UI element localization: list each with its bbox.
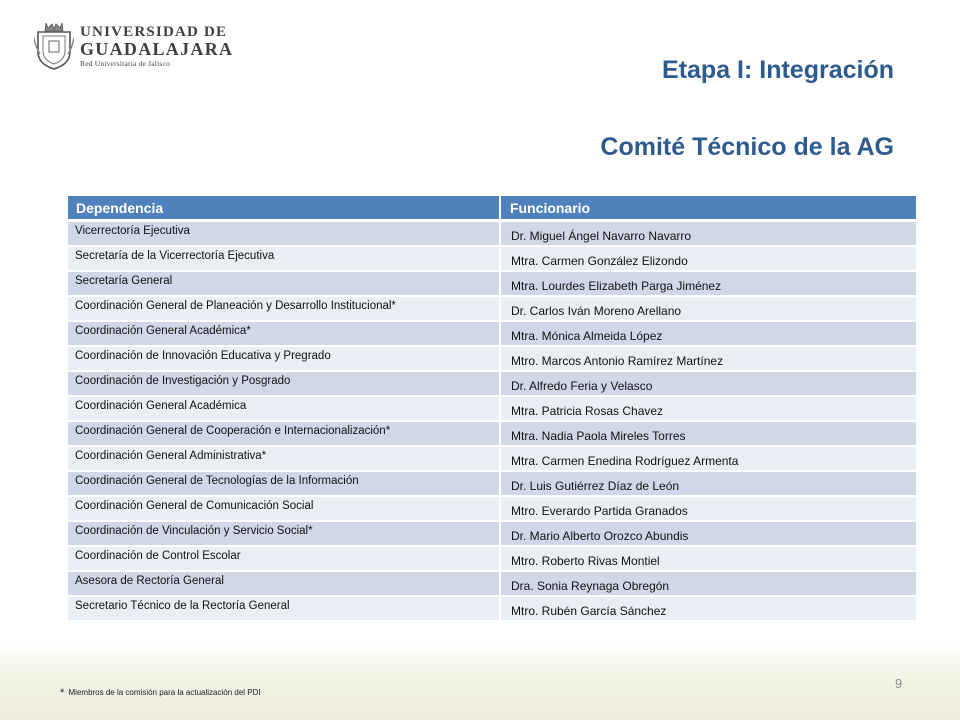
table-header-row bbox=[68, 196, 916, 221]
table-row bbox=[68, 571, 916, 596]
logo-line-2: GUADALAJARA bbox=[80, 39, 234, 59]
cell-funcionario: Dr. Carlos Iván Moreno Arellano bbox=[500, 296, 916, 321]
cell-funcionario: Dr. Luis Gutiérrez Díaz de León bbox=[500, 471, 916, 496]
page-number: 9 bbox=[895, 676, 903, 691]
cell-dependencia: Coordinación General de Comunicación Social bbox=[68, 496, 500, 521]
cell-funcionario: Mtra. Patricia Rosas Chavez bbox=[500, 396, 916, 421]
cell-dependencia: Vicerrectoría Ejecutiva bbox=[68, 221, 500, 247]
cell-dependencia: Coordinación General de Cooperación e Internacionalización* bbox=[68, 421, 500, 446]
slide-subtitle: Comité Técnico de la AG bbox=[600, 133, 894, 161]
column-header-dependencia: Dependencia bbox=[68, 196, 500, 221]
logo-line-3: Red Universitaria de Jalisco bbox=[80, 59, 170, 68]
university-wordmark bbox=[80, 24, 233, 68]
table-row bbox=[68, 521, 916, 546]
cell-dependencia: Coordinación General Administrativa* bbox=[68, 446, 500, 471]
logo-line-1: UNIVERSIDAD DE bbox=[80, 24, 228, 40]
cell-funcionario: Mtra. Mónica Almeida López bbox=[500, 321, 916, 346]
committee-table bbox=[68, 196, 916, 622]
footnote-text: Miembros de la comisión para la actualización del PDI bbox=[68, 688, 261, 697]
table-row bbox=[68, 271, 916, 296]
cell-dependencia: Coordinación General de Tecnologías de la Información bbox=[68, 471, 500, 496]
cell-funcionario: Mtra. Carmen Enedina Rodríguez Armenta bbox=[500, 446, 916, 471]
table-row bbox=[68, 321, 916, 346]
table-row bbox=[68, 221, 916, 247]
cell-dependencia: Secretario Técnico de la Rectoría General bbox=[68, 596, 500, 621]
table-row bbox=[68, 446, 916, 471]
cell-dependencia: Coordinación General Académica* bbox=[68, 321, 500, 346]
cell-funcionario: Mtro. Everardo Partida Granados bbox=[500, 496, 916, 521]
footnote bbox=[60, 687, 261, 699]
footnote-marker: * bbox=[60, 687, 65, 699]
cell-dependencia: Coordinación General Académica bbox=[68, 396, 500, 421]
cell-dependencia: Secretaría de la Vicerrectoría Ejecutiva bbox=[68, 246, 500, 271]
cell-dependencia: Coordinación de Investigación y Posgrado bbox=[68, 371, 500, 396]
table-row bbox=[68, 546, 916, 571]
table-row bbox=[68, 596, 916, 621]
university-crest-icon bbox=[34, 22, 74, 70]
cell-dependencia: Coordinación de Control Escolar bbox=[68, 546, 500, 571]
slide-title: Etapa I: Integración bbox=[662, 56, 894, 84]
cell-funcionario: Mtro. Marcos Antonio Ramírez Martínez bbox=[500, 346, 916, 371]
cell-funcionario: Mtra. Nadia Paola Mireles Torres bbox=[500, 421, 916, 446]
slide-bottom-band bbox=[0, 640, 960, 720]
table-row bbox=[68, 371, 916, 396]
cell-funcionario: Dra. Sonia Reynaga Obregón bbox=[500, 571, 916, 596]
table-row bbox=[68, 246, 916, 271]
table-row bbox=[68, 296, 916, 321]
table-row bbox=[68, 496, 916, 521]
cell-dependencia: Coordinación General de Planeación y Desarrollo Institucional* bbox=[68, 296, 500, 321]
table-row bbox=[68, 396, 916, 421]
cell-dependencia: Coordinación de Innovación Educativa y Pregrado bbox=[68, 346, 500, 371]
cell-dependencia: Coordinación de Vinculación y Servicio Social* bbox=[68, 521, 500, 546]
table-row bbox=[68, 471, 916, 496]
cell-funcionario: Mtro. Rubén García Sánchez bbox=[500, 596, 916, 621]
column-header-funcionario: Funcionario bbox=[500, 196, 916, 221]
cell-funcionario: Dr. Alfredo Feria y Velasco bbox=[500, 371, 916, 396]
table-row bbox=[68, 346, 916, 371]
cell-funcionario: Dr. Miguel Ángel Navarro Navarro bbox=[500, 221, 916, 247]
cell-funcionario: Mtra. Carmen González Elizondo bbox=[500, 246, 916, 271]
table-row bbox=[68, 421, 916, 446]
cell-dependencia: Asesora de Rectoría General bbox=[68, 571, 500, 596]
cell-dependencia: Secretaría General bbox=[68, 271, 500, 296]
cell-funcionario: Dr. Mario Alberto Orozco Abundis bbox=[500, 521, 916, 546]
university-logo bbox=[34, 22, 234, 72]
cell-funcionario: Mtro. Roberto Rivas Montiel bbox=[500, 546, 916, 571]
cell-funcionario: Mtra. Lourdes Elizabeth Parga Jiménez bbox=[500, 271, 916, 296]
